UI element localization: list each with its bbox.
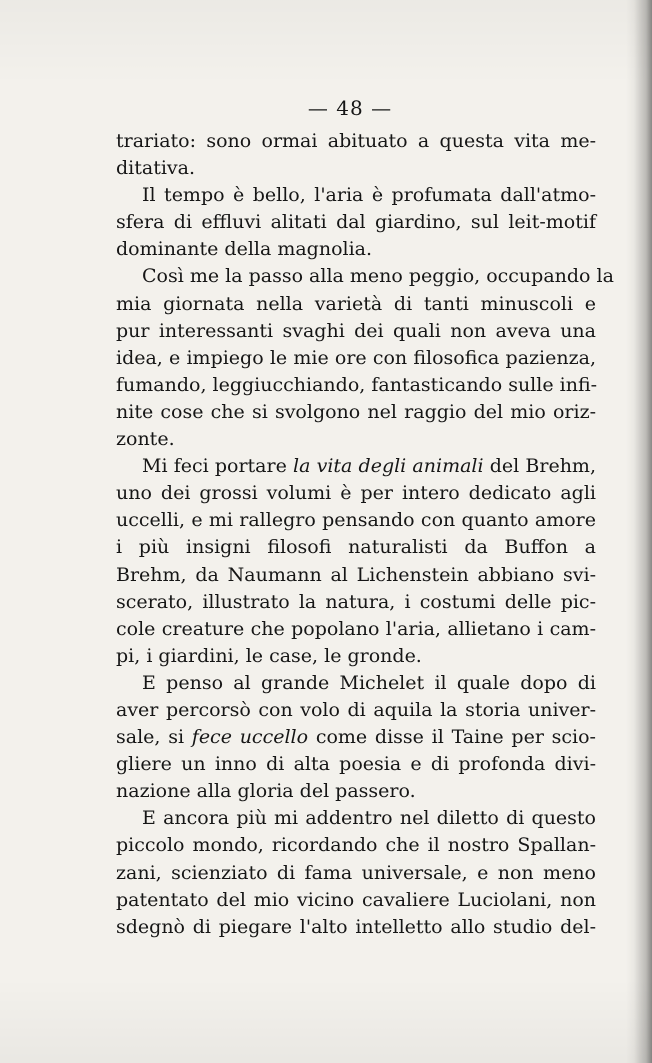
text-line: mia giornata nella varietà di tanti minuscoli e [116,292,596,315]
text-line: aver percorsò con volo di aquila la storia univer- [116,698,596,721]
text-line: fumando, leggiucchiando, fantasticando sulle infi- [116,373,598,396]
text-line: trariato: sono ormai abituato a questa vita me- [116,130,596,152]
text-line: patentato del mio vicino cavaliere Luciolani, non [116,888,596,911]
quote-italic: fece uccello [191,726,309,749]
text-line: zani, scienziato di fama universale, e non meno [116,861,596,884]
text-segment: Mi feci portare [142,455,294,478]
text-line: sfera di effluvi alitati dal giardino, sul leit-motif [116,211,596,234]
text-line-with-italic [116,453,596,480]
book-title-italic: la vita degli animali [293,455,484,478]
text-line: piccolo mondo, ricordando che il nostro Spallan- [116,834,596,857]
text-line: i più insigni filosofi naturalisti da Buffon a [116,536,596,559]
body-text [116,128,614,941]
text-line: Brehm, da Naumann al Lichenstein abbiano svi- [116,563,596,586]
text-line-with-italic [116,724,596,751]
page-gutter-shadow [634,0,652,1063]
text-line: Il tempo è bello, l'aria è profumata dall'atmo- [142,184,596,207]
text-line: idea, e impiego le mie ore con filosofica pazienza, [116,346,596,369]
text-segment: sale, si [116,726,192,749]
text-line: uno dei grossi volumi è per intero dedicato agli [116,482,596,505]
text-line: Così me la passo alla meno peggio, occupando la [142,265,614,288]
text-line: nite cose che si svolgono nel raggio del mio oriz- [116,400,596,423]
text-line: ditativa. [116,157,196,180]
text-line: cole creature che popolano l'aria, allietano i cam- [116,617,596,640]
text-line: nazione alla gloria del passero. [116,780,416,803]
page-number: — 48 — [307,96,393,120]
text-line: gliere un inno di alta poesia e di profonda divi- [116,753,596,776]
text-segment: come disse il Taine per scio- [308,726,596,749]
text-line: dominante della magnolia. [116,238,373,261]
text-line: pur interessanti svaghi dei quali non aveva una [116,319,596,342]
text-line: zonte. [116,428,175,451]
text-line: sdegnò di piegare l'alto intelletto allo studio del- [116,915,596,938]
text-line: pi, i giardini, le case, le gronde. [116,644,422,667]
text-line: uccelli, e mi rallegro pensando con quanto amore [116,509,596,532]
text-line: E ancora più mi addentro nel diletto di questo [142,807,596,830]
text-line: scerato, illustrato la natura, i costumi delle pic- [116,590,596,613]
text-segment: del Brehm, [483,455,596,478]
text-line: E penso al grande Michelet il quale dopo di [142,671,596,694]
